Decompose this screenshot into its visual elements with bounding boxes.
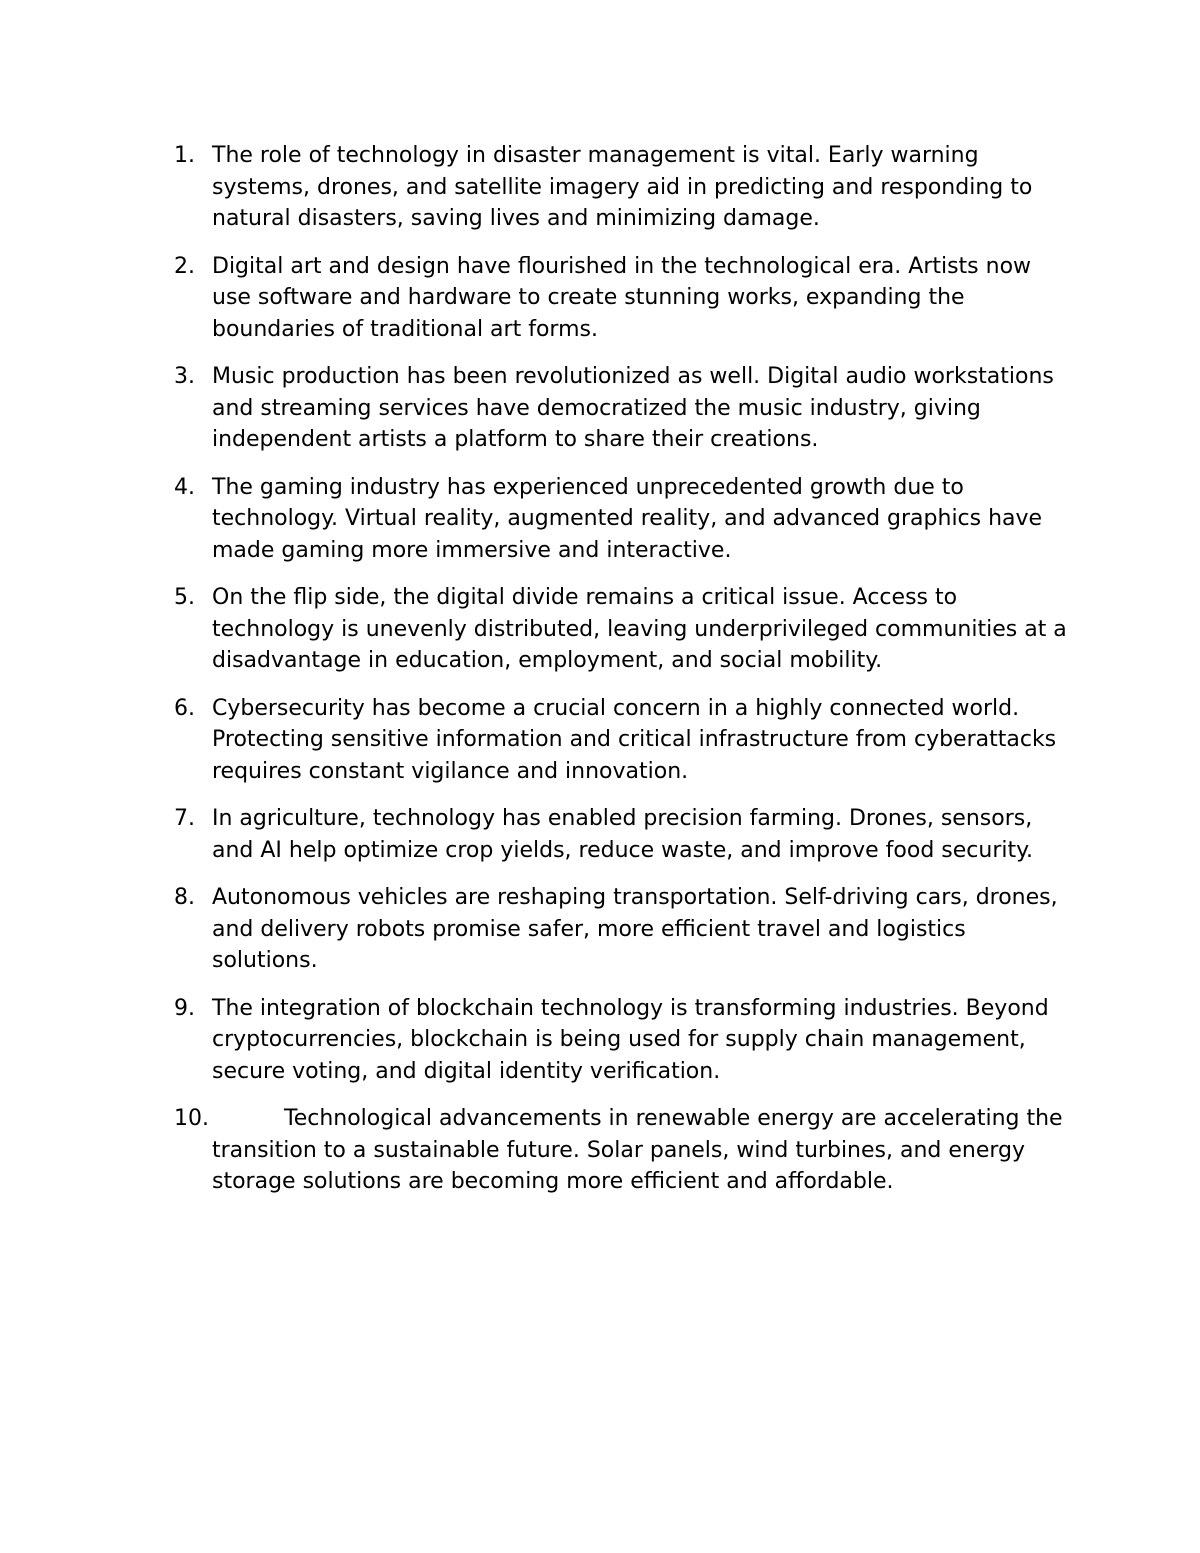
list-item-text: The gaming industry has experienced unprecedented growth due to technology. Virtual reality, augmented reality, and advanced graphics have made gaming more immersive and interactive. [212,474,1043,563]
list-item [174,251,1074,346]
list-item-text: Autonomous vehicles are reshaping transportation. Self-driving cars, drones, and delivery robots promise safer, more efficient travel and logistics solutions. [212,885,1058,973]
list-item [174,1103,1074,1198]
list-item-text: Cybersecurity has become a crucial concern in a highly connected world. Protecting sensitive information and critical infrastructure from cyberattacks requires constant vigilance and innovation. [212,695,1057,784]
list-item-text: In agriculture, technology has enabled precision farming. Drones, sensors, and AI help optimize crop yields, reduce waste, and improve food security. [212,806,1034,863]
list-item-text: The integration of blockchain technology is transforming industries. Beyond cryptocurrencies, blockchain is being used for supply chain management, secure voting, and digital identity verification. [212,995,1049,1084]
list-item [174,882,1074,977]
list-item [174,803,1074,866]
list-item [174,693,1074,788]
list-item-number: 3. [174,364,195,389]
list-item-text: Music production has been revolutionized as well. Digital audio workstations and streaming services have democratized the music industry, giving independent artists a platform to share their creations. [212,364,1054,452]
list-item-text: The role of technology in disaster management is vital. Early warning systems, drones, and satellite imagery aid in predicting and responding to natural disasters, saving lives and minimizing damage. [212,143,1033,231]
list-item-number: 2. [174,253,195,279]
list-item-text: Technological advancements in renewable energy are accelerating the transition to a sustainable future. Solar panels, wind turbines, and energy storage solutions are becoming more efficient and affordable. [212,1106,1063,1194]
list-item-text: On the flip side, the digital divide remains a critical issue. Access to technology is unevenly distributed, leaving underprivileged communities at a disadvantage in education, employment, and social mobility. [212,585,1067,673]
list-item-number: 7. [174,806,195,831]
list-item-number: 8. [174,885,195,910]
list-item [174,993,1074,1088]
list-item-number: 1. [174,143,195,168]
list-item-number: 6. [174,695,195,721]
list-item [174,582,1074,677]
list-item-text: Digital art and design have flourished in the technological era. Artists now use software and hardware to create stunning works, expanding the boundaries of traditional art forms. [212,253,1032,342]
list-item-number: 9. [174,995,195,1021]
list-item-number: 5. [174,585,195,610]
list-item-number: 4. [174,474,195,500]
numbered-list [174,140,1074,1214]
list-item [174,140,1074,235]
list-item [174,361,1074,456]
list-item-number: 10. [174,1106,209,1131]
list-item [174,472,1074,567]
